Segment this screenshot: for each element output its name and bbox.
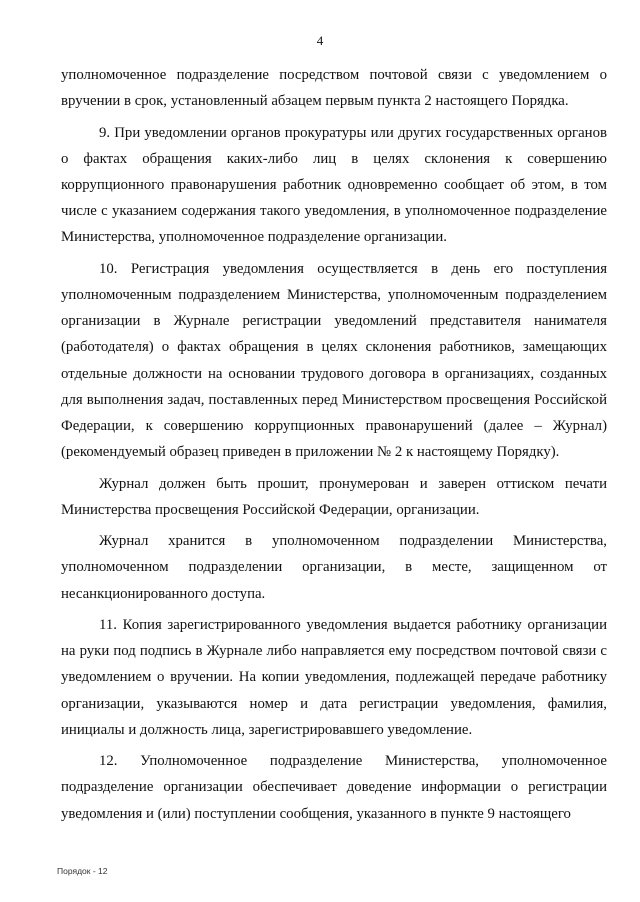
paragraph-item-12: 12. Уполномоченное подразделение Министерства, уполномоченное подразделение организации обеспечивает доведение информации о регистрации уведомления и (или) поступлении сообщения, указанного в пункте 9 настоящего — [61, 753, 607, 822]
paragraph-item-10: 10. Регистрация уведомления осуществляется в день его поступления уполномоченным подразделением Министерства, уполномоченным подразделением организации в Журнале регистрации уведомлений представителя нанимателя (работодателя) о фактах обращения в целях склонения работников, замещающих отдельные должности на основании трудового договора в организациях, созданных для выполнения задач, поставленных перед Министерством просвещения Российской Федерации, к совершению коррупционных правонарушений (далее – Журнал) (рекомендуемый образец приведен в приложении № 2 к настоящему Порядку). — [61, 260, 607, 461]
paragraph-item-11: 11. Копия зарегистрированного уведомления выдается работнику организации на руки под подпись в Журнале либо направляется ему посредством почтовой связи с уведомлением о вручении. На копии уведомления, подлежащей передаче работнику организации, указываются номер и дата регистрации уведомления, фамилия, инициалы и должность лица, зарегистрировавшего уведомление. — [61, 617, 607, 738]
paragraph-journal-storage: Журнал хранится в уполномоченном подразделении Министерства, уполномоченном подразделении организации, в месте, защищенном от несанкционированного доступа. — [61, 533, 607, 602]
paragraph-journal-binding: Журнал должен быть прошит, пронумерован и заверен оттиском печати Министерства просвещения Российской Федерации, организации. — [61, 475, 607, 518]
document-body — [61, 62, 607, 827]
footer-label: Порядок - 12 — [57, 866, 108, 876]
page-number: 4 — [316, 33, 324, 48]
paragraph-item-9: 9. При уведомлении органов прокуратуры или других государственных органов о фактах обращения каких-либо лиц в целях склонения к совершению коррупционного правонарушения работник одновременно сообщает об этом, в том числе с указанием содержания такого уведомления, в уполномоченное подразделение Министерства, уполномоченное подразделение организации. — [61, 124, 607, 246]
paragraph-continuation: уполномоченное подразделение посредством почтовой связи с уведомлением о вручении в срок, установленный абзацем первым пункта 2 настоящего Порядка. — [61, 67, 607, 110]
